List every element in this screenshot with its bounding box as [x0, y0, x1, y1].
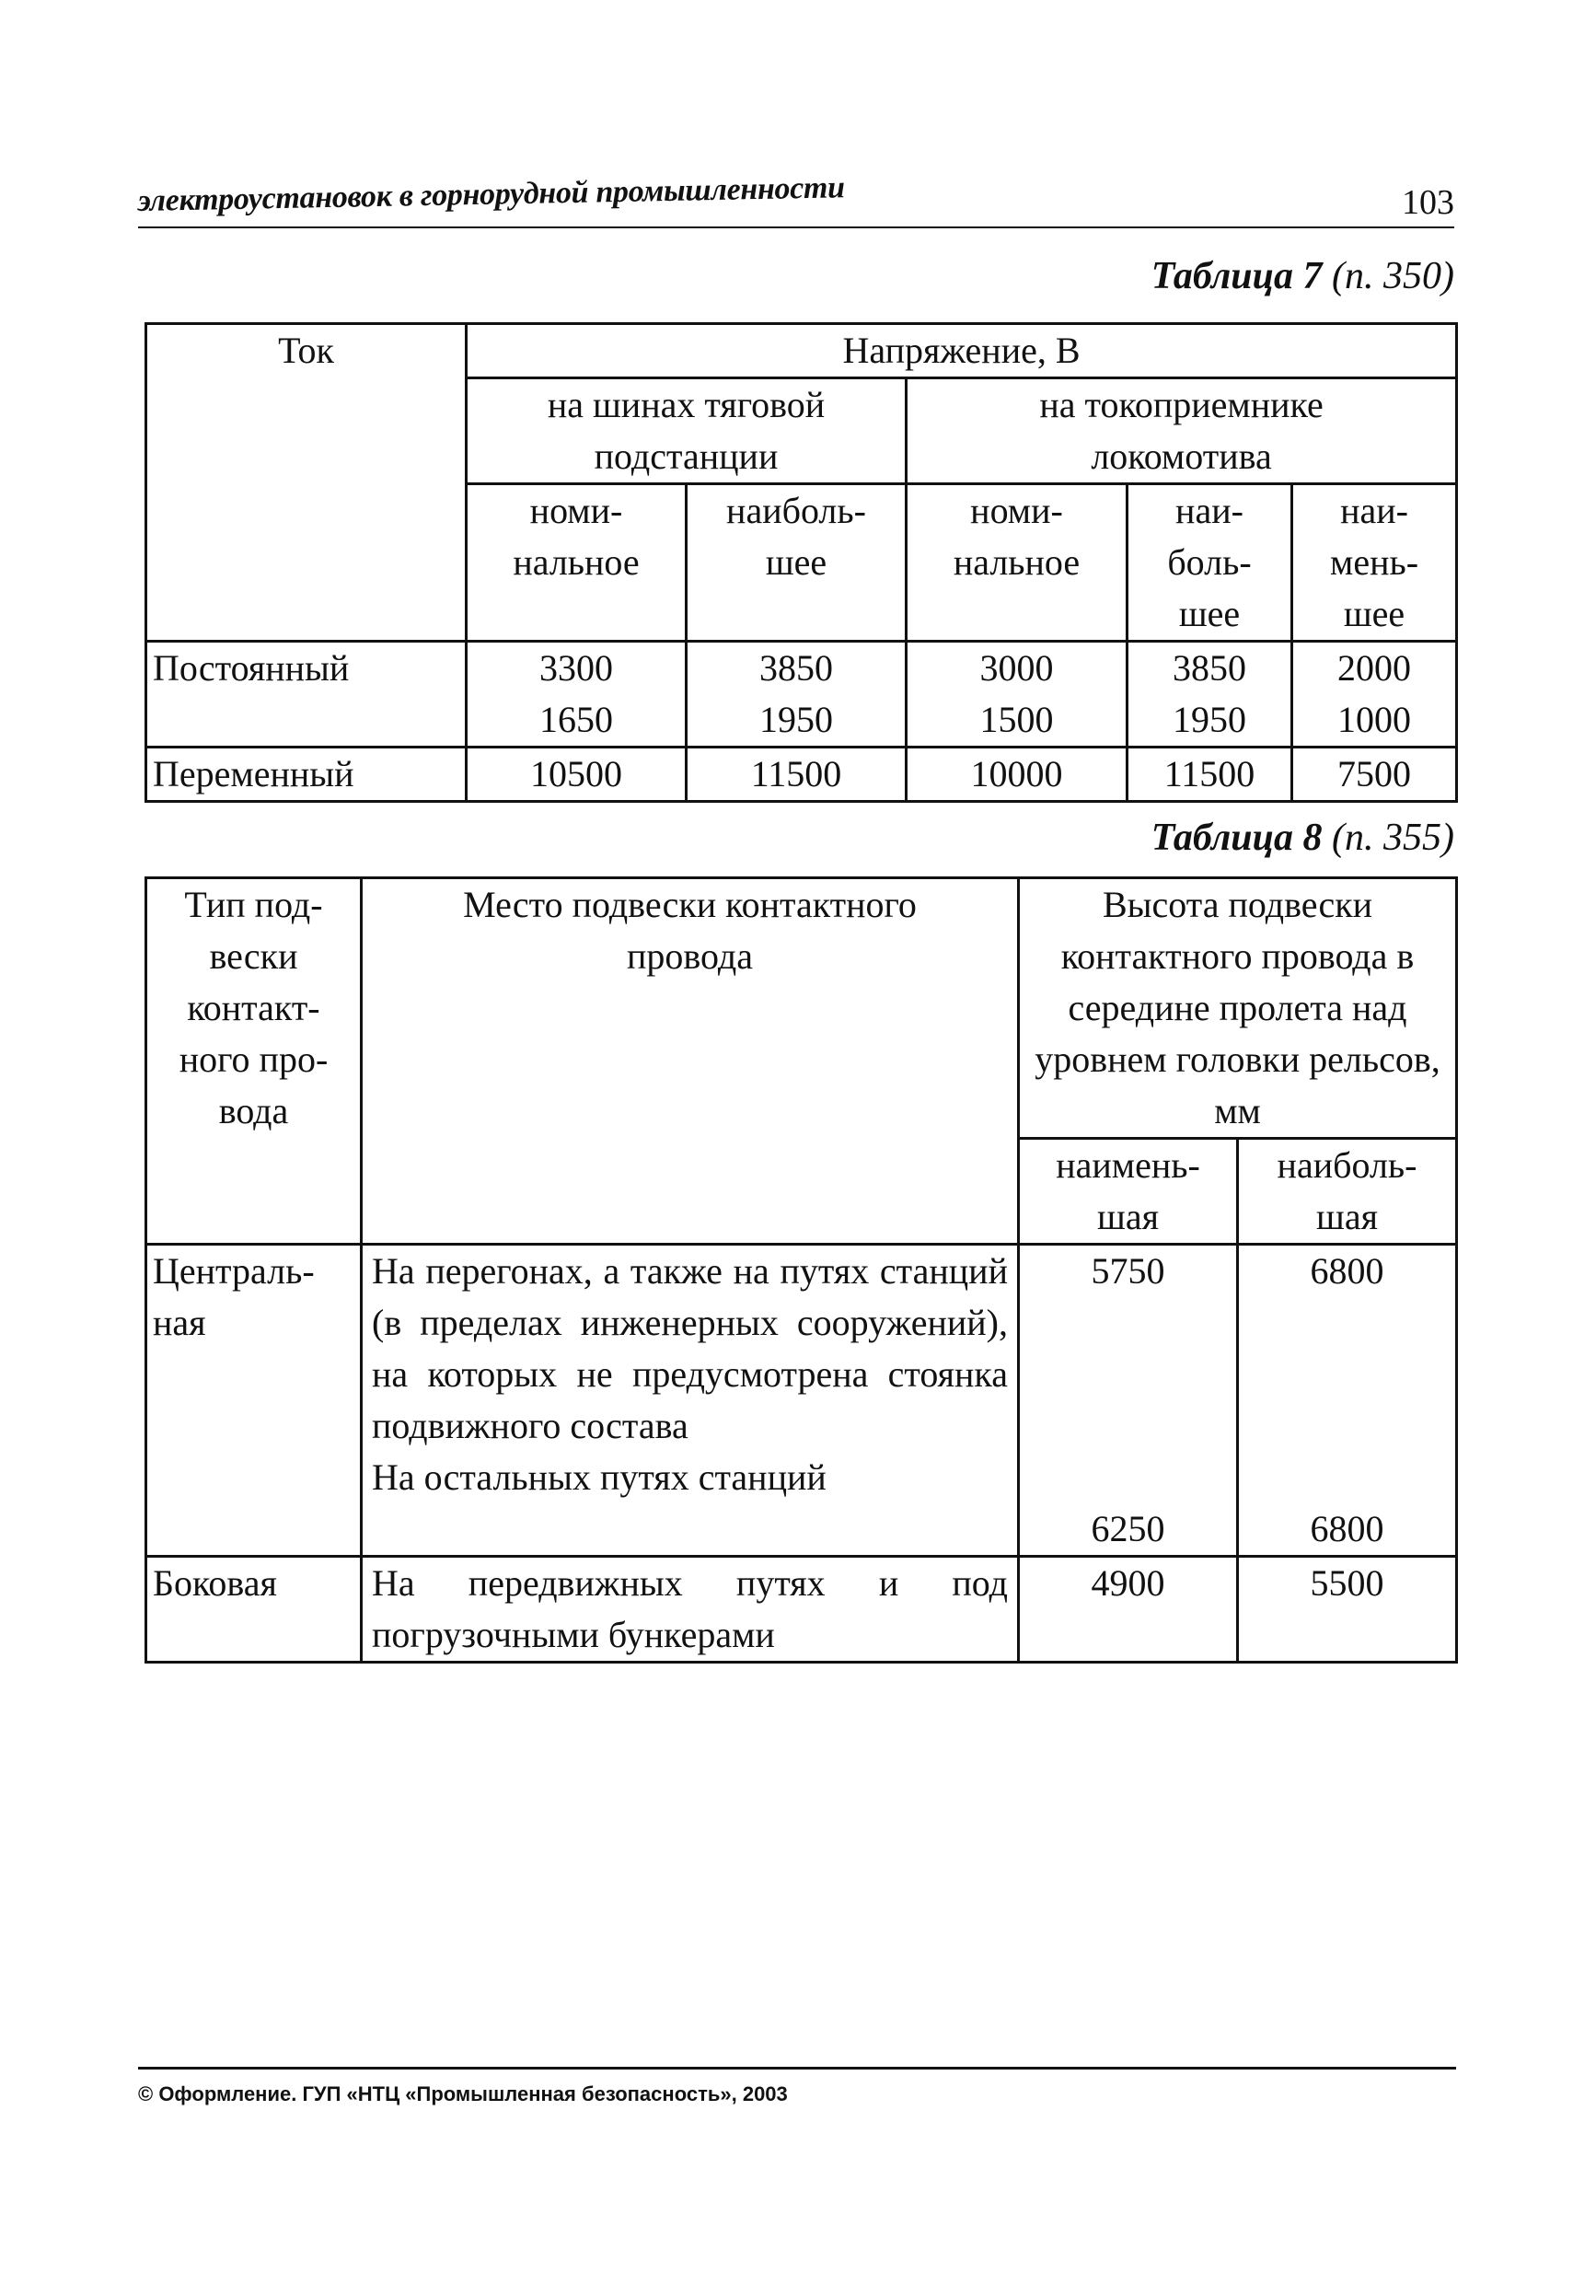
table8-header-height: Высота подвески контактного провода в середине пролета над уровнем головки рельсов, мм [1019, 878, 1457, 1139]
table8-caption-label: Таблица 8 [1151, 817, 1323, 859]
table7-cell: 3850 1950 [1128, 642, 1292, 748]
table8-type-side: Боковая [146, 1557, 362, 1663]
page-number: 103 [1402, 183, 1454, 222]
table8-max-central-2: 6800 [1310, 1508, 1384, 1549]
table8 [145, 876, 1458, 1664]
table-row [146, 1245, 1457, 1557]
footer-rule [138, 2067, 1456, 2070]
table8-place-central-2: На остальных путях станций [372, 1456, 827, 1498]
table7-sub-min-2: наи- мень- шее [1292, 484, 1457, 642]
table7-cell: 11500 [687, 748, 907, 802]
table7-header-current: Ток [146, 324, 467, 642]
table7-row-label: Переменный [146, 748, 467, 802]
table7-cell: 3850 1950 [687, 642, 907, 748]
table7-sub-nominal-2: номи- нальное [907, 484, 1128, 642]
table7 [145, 322, 1458, 803]
table8-type-central: Централь- ная [146, 1245, 362, 1557]
table7-cell: 10000 [907, 748, 1128, 802]
table7-header-voltage: Напряжение, В [467, 324, 1457, 378]
table7-cell: 10500 [467, 748, 687, 802]
table8-place-central-1: На перегонах, а также на путях станций (в пределах инженерных сооружений), на которых не предусмотрена стоянка подвижного состава [372, 1250, 1008, 1446]
table8-header-place: Место подвески контактного провода [362, 878, 1019, 1245]
table7-cell: 7500 [1292, 748, 1457, 802]
header-rule [138, 226, 1454, 228]
footer-copyright: © Оформление. ГУП «НТЦ «Промышленная безопасность», 2003 [138, 2082, 788, 2105]
table8-min-central-2: 6250 [1091, 1508, 1165, 1549]
page-header [137, 170, 1454, 223]
table-row [146, 642, 1457, 748]
table8-max-central-1: 6800 [1310, 1250, 1384, 1292]
table8-caption [1151, 816, 1454, 860]
table7-caption [1151, 254, 1454, 298]
table7-cell: 3300 1650 [467, 642, 687, 748]
table8-min-central-1: 5750 [1091, 1250, 1165, 1292]
table8-min-side: 4900 [1019, 1557, 1238, 1663]
table7-sub-max-2: наи- боль- шее [1128, 484, 1292, 642]
table7-caption-ref: (п. 350) [1332, 255, 1454, 297]
table8-sub-min: наимень- шая [1019, 1139, 1238, 1245]
table8-sub-max: наиболь- шая [1238, 1139, 1457, 1245]
table-row [146, 1557, 1457, 1663]
table7-group-substation: на шинах тяговой подстанции [467, 378, 907, 484]
running-head: электроустановок в горнорудной промышленности [137, 170, 846, 219]
table8-place-side: На передвижных путях и под погрузочными бункерами [362, 1557, 1019, 1663]
table7-caption-label: Таблица 7 [1151, 255, 1323, 297]
table7-sub-max-1: наиболь- шее [687, 484, 907, 642]
table7-cell: 3000 1500 [907, 642, 1128, 748]
table8-header-type: Тип под- вески контакт- ного про- вода [146, 878, 362, 1245]
table7-group-locomotive: на токоприемнике локомотива [907, 378, 1457, 484]
table7-row-label: Постоянный [146, 642, 467, 748]
table8-caption-ref: (п. 355) [1332, 817, 1454, 859]
table7-sub-nominal-1: номи- нальное [467, 484, 687, 642]
table7-cell: 2000 1000 [1292, 642, 1457, 748]
table-row [146, 748, 1457, 802]
table7-cell: 11500 [1128, 748, 1292, 802]
table8-max-side: 5500 [1238, 1557, 1457, 1663]
